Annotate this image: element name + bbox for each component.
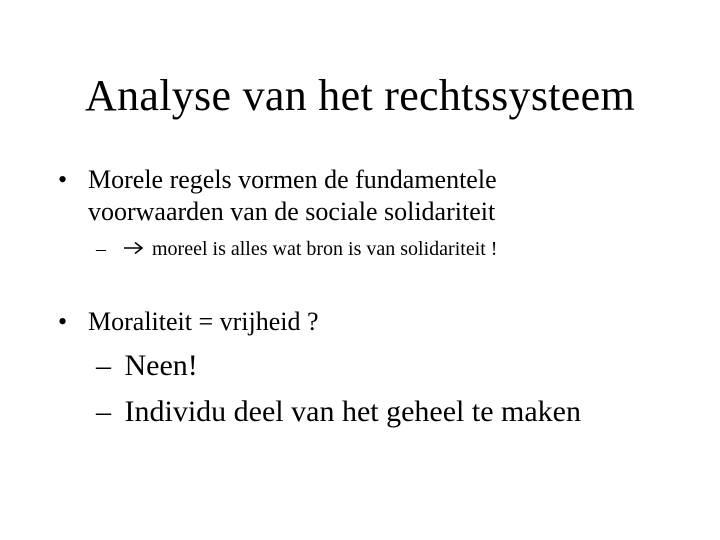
sub-bullet-dash: – — [96, 238, 106, 260]
bullet-text-line: voorwaarden van de sociale solidariteit — [88, 197, 496, 226]
bullet-marker: • — [58, 165, 68, 194]
right-arrow-icon — [123, 241, 145, 255]
bullet-item — [58, 164, 678, 228]
sub-bullet-text: moreel is alles wat bron is van solidariteit ! — [152, 238, 498, 260]
bullet-marker: • — [58, 307, 68, 336]
slide-title: Analyse van het rechtssysteem — [85, 71, 635, 120]
sub-bullet-text: Individu deel van het geheel te maken — [124, 395, 581, 428]
sub-bullet-dash: – — [96, 395, 111, 428]
sub-bullet-item — [96, 236, 497, 262]
bullet-text-line: Morele regels vormen de fundamentele — [88, 165, 497, 194]
bullet-item — [58, 306, 678, 338]
sub-bullet-item — [96, 348, 198, 384]
sub-bullet-item — [96, 394, 581, 430]
sub-bullet-dash: – — [96, 349, 111, 382]
bullet-text-line: Moraliteit = vrijheid ? — [88, 307, 319, 336]
sub-bullet-text: Neen! — [124, 349, 198, 382]
